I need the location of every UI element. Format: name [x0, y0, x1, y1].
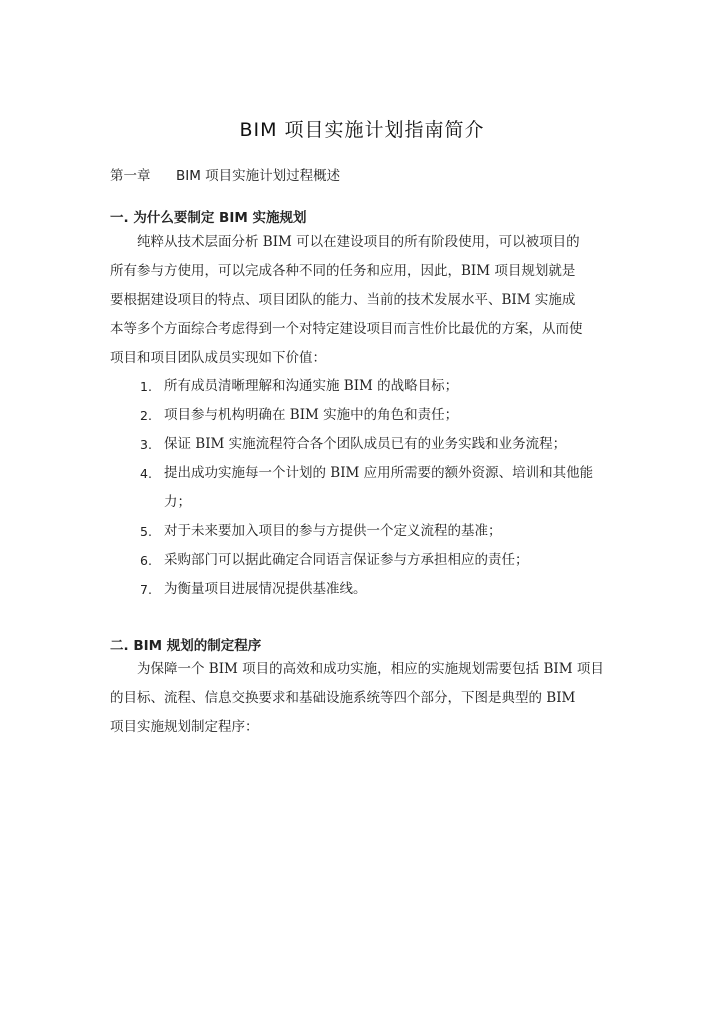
list-item	[140, 430, 620, 459]
section2-paragraph-line: 项目实施规划制定程序：	[110, 719, 259, 735]
list-item	[140, 372, 620, 401]
section1-paragraph-line: 纯粹从技术层面分析 BIM 可以在建设项目的所有阶段使用，可以被项目的	[137, 234, 580, 250]
list-item-text	[164, 575, 620, 604]
list-item-number: 7.	[140, 582, 152, 597]
document-title: BIM 项目实施计划指南简介	[239, 119, 485, 141]
list-item-number: 1.	[140, 379, 152, 394]
list-item-text	[164, 546, 620, 575]
list-item-line: 采购部门可以据此确定合同语言保证参与方承担相应的责任；	[164, 552, 529, 568]
list-item	[140, 546, 620, 575]
section2-paragraph-line: 为保障一个 BIM 项目的高效和成功实施，相应的实施规划需要包括 BIM 项目	[137, 661, 604, 677]
list-item-number: 4.	[140, 466, 152, 481]
chapter-title: BIM 项目实施计划过程概述	[176, 168, 341, 184]
list-item	[140, 517, 620, 546]
value-list	[140, 372, 620, 604]
list-item-number: 2.	[140, 408, 152, 423]
list-item-number: 6.	[140, 553, 152, 568]
chapter-heading	[110, 164, 340, 184]
list-item	[140, 401, 620, 430]
list-item	[140, 459, 620, 517]
section1-paragraph-line: 要根据建设项目的特点、项目团队的能力、当前的技术发展水平、BIM 实施成	[110, 292, 576, 308]
list-item-line: 力；	[164, 494, 191, 510]
list-item-line: 保证 BIM 实施流程符合各个团队成员已有的业务实践和业务流程；	[164, 436, 567, 452]
section2-paragraph-line: 的目标、流程、信息交换要求和基础设施系统等四个部分，下图是典型的 BIM	[110, 690, 576, 706]
list-item-line: 对于未来要加入项目的参与方提供一个定义流程的基准；	[164, 523, 502, 539]
list-item-number: 5.	[140, 524, 152, 539]
list-item-line: 所有成员清晰理解和沟通实施 BIM 的战略目标；	[164, 378, 459, 394]
chapter-number: 第一章	[110, 168, 151, 184]
list-item-text	[164, 517, 620, 546]
section1-paragraph-line: 所有参与方使用，可以完成各种不同的任务和应用，因此，BIM 项目规划就是	[110, 263, 576, 279]
list-item-text	[164, 401, 620, 430]
section1-paragraph	[110, 228, 615, 373]
section1-paragraph-line: 本等多个方面综合考虑得到一个对特定建设项目而言性价比最优的方案，从而使	[110, 321, 583, 337]
list-item	[140, 575, 620, 604]
section-heading-1: 一. 为什么要制定 BIM 实施规划	[110, 210, 307, 226]
section2-paragraph	[110, 655, 615, 742]
list-item-text	[164, 372, 620, 401]
list-item-line: 项目参与机构明确在 BIM 实施中的角色和责任；	[164, 407, 459, 423]
section1-paragraph-line: 项目和项目团队成员实现如下价值：	[110, 350, 326, 366]
list-item-text	[164, 430, 620, 459]
list-item-number: 3.	[140, 437, 152, 452]
section-heading-2: 二. BIM 规划的制定程序	[110, 638, 262, 654]
list-item-line: 提出成功实施每一个计划的 BIM 应用所需要的额外资源、培训和其他能	[164, 465, 594, 481]
list-item-line: 为衡量项目进展情况提供基准线。	[164, 581, 367, 597]
list-item-text	[164, 459, 620, 517]
